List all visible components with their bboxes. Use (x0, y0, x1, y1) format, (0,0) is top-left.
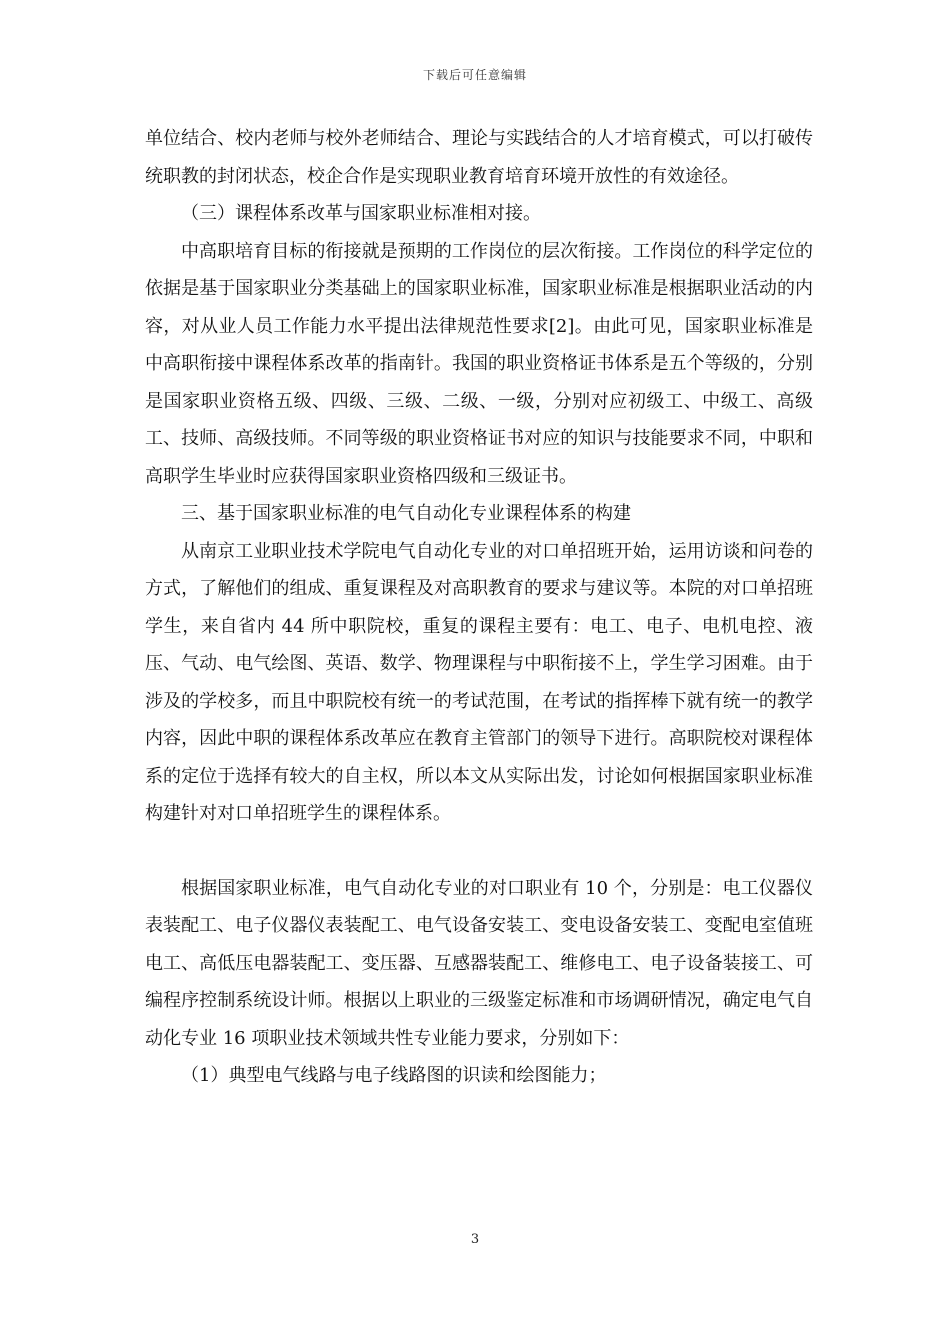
page-number: 3 (470, 1232, 480, 1247)
document-body (145, 120, 813, 1095)
list-item: （1）典型电气线路与电子线路图的识读和绘图能力； (181, 1065, 607, 1086)
paragraph: 根据国家职业标准，电气自动化专业的对口职业有 10 个，分别是：电工仪器仪表装配工、电子仪器仪表装配工、电气设备安装工、变电设备安装工、变配电室值班电工、高低压电器装配工、变压器、互感器装配工、维修电工、电子设备装接工、可编程序控制系统设计师。根据以上职业的三级鉴定标准和市场调研情况，确定电气自动化专业 16 项职业技术领域共性专业能力要求，分别如下： (145, 877, 813, 1049)
subsection-heading: （三）课程体系改革与国家职业标准相对接。 (181, 203, 541, 224)
paragraph: 中高职培育目标的衔接就是预期的工作岗位的层次衔接。工作岗位的科学定位的依据是基于国家职业分类基础上的国家职业标准，国家职业标准是根据职业活动的内容，对从业人员工作能力水平提出法律规范性要求[2]。由此可见，国家职业标准是中高职衔接中课程体系改革的指南针。我国的职业资格证书体系是五个等级的，分别是国家职业资格五级、四级、三级、二级、一级，分别对应初级工、中级工、高级工、技师、高级技师。不同等级的职业资格证书对应的知识与技能要求不同，中职和高职学生毕业时应获得国家职业资格四级和三级证书。 (145, 240, 813, 487)
section-heading: 三、基于国家职业标准的电气自动化专业课程体系的构建 (181, 503, 631, 524)
page-header: 下载后可任意编辑 (422, 68, 527, 82)
paragraph: 从南京工业职业技术学院电气自动化专业的对口单招班开始，运用访谈和问卷的方式，了解他们的组成、重复课程及对高职教育的要求与建议等。本院的对口单招班学生，来自省内 44 所中职院校，重复的课程主要有：电工、电子、电机电控、液压、气动、电气绘图、英语、数学、物理课程与中职衔接不上，学生学习困难。由于涉及的学校多，而且中职院校有统一的考试范围，在考试的指挥棒下就有统一的教学内容，因此中职的课程体系改革应在教育主管部门的领导下进行。高职院校对课程体系的定位于选择有较大的自主权，所以本文从实际出发，讨论如何根据国家职业标准构建针对对口单招班学生的课程体系。 (145, 540, 813, 824)
paragraph-continuation: 单位结合、校内老师与校外老师结合、理论与实践结合的人才培育模式，可以打破传统职教的封闭状态，校企合作是实现职业教育培育环境开放性的有效途径。 (145, 128, 813, 187)
